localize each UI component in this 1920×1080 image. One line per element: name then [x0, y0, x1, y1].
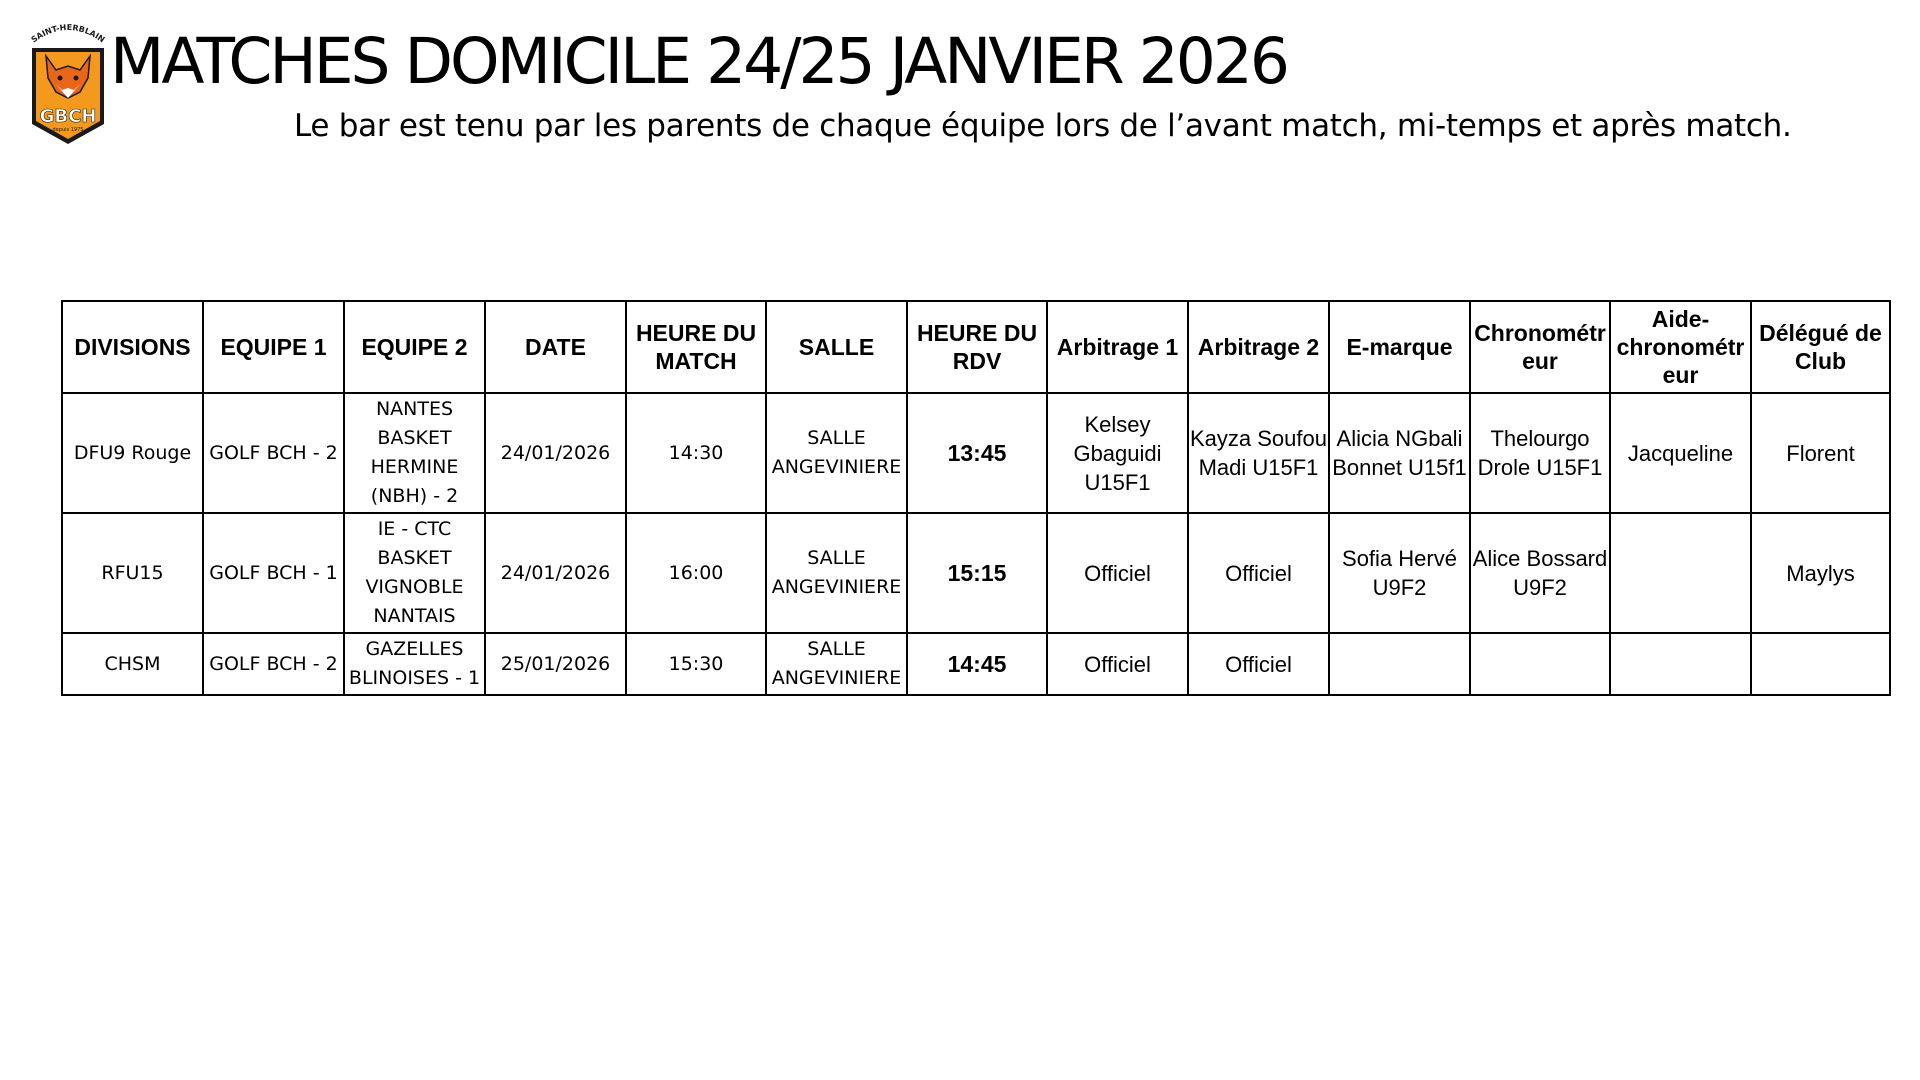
cell-equipe-2: NANTES BASKET HERMINE (NBH) - 2 [344, 393, 485, 513]
cell-date: 24/01/2026 [485, 393, 626, 513]
cell-heure-rdv: 14:45 [907, 633, 1047, 695]
cell-aide-chronometreur [1610, 633, 1751, 695]
header-e-marque: E-marque [1329, 301, 1470, 393]
logo-letters: GBCH [39, 106, 97, 127]
header-salle: SALLE [766, 301, 907, 393]
header-aide-chronometreur: Aide-chronométr eur [1610, 301, 1751, 393]
header-equipe-2: EQUIPE 2 [344, 301, 485, 393]
header-arbitrage-1: Arbitrage 1 [1047, 301, 1188, 393]
cell-heure-match: 14:30 [626, 393, 766, 513]
header-date: DATE [485, 301, 626, 393]
cell-arbitrage-2: Kayza Soufou Madi U15F1 [1188, 393, 1329, 513]
cell-aide-chronometreur: Jacqueline [1610, 393, 1751, 513]
cell-division: DFU9 Rouge [62, 393, 203, 513]
cell-salle: SALLE ANGEVINIERE [766, 393, 907, 513]
cell-delegue-club: Maylys [1751, 513, 1890, 633]
cell-heure-rdv: 13:45 [907, 393, 1047, 513]
header-heure-match: HEURE DU MATCH [626, 301, 766, 393]
cell-heure-rdv: 15:15 [907, 513, 1047, 633]
header-divisions: DIVISIONS [62, 301, 203, 393]
header-heure-rdv: HEURE DU RDV [907, 301, 1047, 393]
table-row [62, 513, 1890, 633]
cell-heure-match: 16:00 [626, 513, 766, 633]
club-logo [28, 18, 108, 146]
cell-arbitrage-2: Officiel [1188, 513, 1329, 633]
header-chronometreur: Chronométr eur [1470, 301, 1610, 393]
cell-equipe-1: GOLF BCH - 2 [203, 633, 344, 695]
cell-salle: SALLE ANGEVINIERE [766, 513, 907, 633]
cell-division: RFU15 [62, 513, 203, 633]
cell-e-marque: Alicia NGbali Bonnet U15f1 [1329, 393, 1470, 513]
header-delegue-club: Délégué de Club [1751, 301, 1890, 393]
table-header-row [62, 301, 1890, 393]
cell-equipe-1: GOLF BCH - 1 [203, 513, 344, 633]
cell-heure-match: 15:30 [626, 633, 766, 695]
cell-date: 25/01/2026 [485, 633, 626, 695]
cell-aide-chronometreur [1610, 513, 1751, 633]
header-equipe-1: EQUIPE 1 [203, 301, 344, 393]
cell-equipe-1: GOLF BCH - 2 [203, 393, 344, 513]
page-title: MATCHES DOMICILE 24/25 JANVIER 2026 [110, 25, 1287, 98]
cell-delegue-club: Florent [1751, 393, 1890, 513]
cell-division: CHSM [62, 633, 203, 695]
header-arbitrage-2: Arbitrage 2 [1188, 301, 1329, 393]
schedule-table [61, 300, 1891, 696]
cell-equipe-2: IE - CTC BASKET VIGNOBLE NANTAIS [344, 513, 485, 633]
cell-arbitrage-1: Officiel [1047, 633, 1188, 695]
cell-arbitrage-1: Kelsey Gbaguidi U15F1 [1047, 393, 1188, 513]
cell-chronometreur: Alice Bossard U9F2 [1470, 513, 1610, 633]
page-subtitle: Le bar est tenu par les parents de chaque équipe lors de l’avant match, mi-temps et après match. [294, 108, 1792, 144]
cell-salle: SALLE ANGEVINIERE [766, 633, 907, 695]
cell-chronometreur: Thelourgo Drole U15F1 [1470, 393, 1610, 513]
logo-arc-text: SAINT-HERBLAIN [29, 22, 107, 45]
cell-chronometreur [1470, 633, 1610, 695]
logo-since: depuis 1975 [52, 127, 84, 133]
cell-arbitrage-2: Officiel [1188, 633, 1329, 695]
svg-text:SAINT-HERBLAIN [30, 23, 107, 44]
cell-delegue-club [1751, 633, 1890, 695]
cell-equipe-2: GAZELLES BLINOISES - 1 [344, 633, 485, 695]
cell-arbitrage-1: Officiel [1047, 513, 1188, 633]
cell-date: 24/01/2026 [485, 513, 626, 633]
table-row [62, 393, 1890, 513]
table-row [62, 633, 1890, 695]
cell-e-marque [1329, 633, 1470, 695]
cell-e-marque: Sofia Hervé U9F2 [1329, 513, 1470, 633]
